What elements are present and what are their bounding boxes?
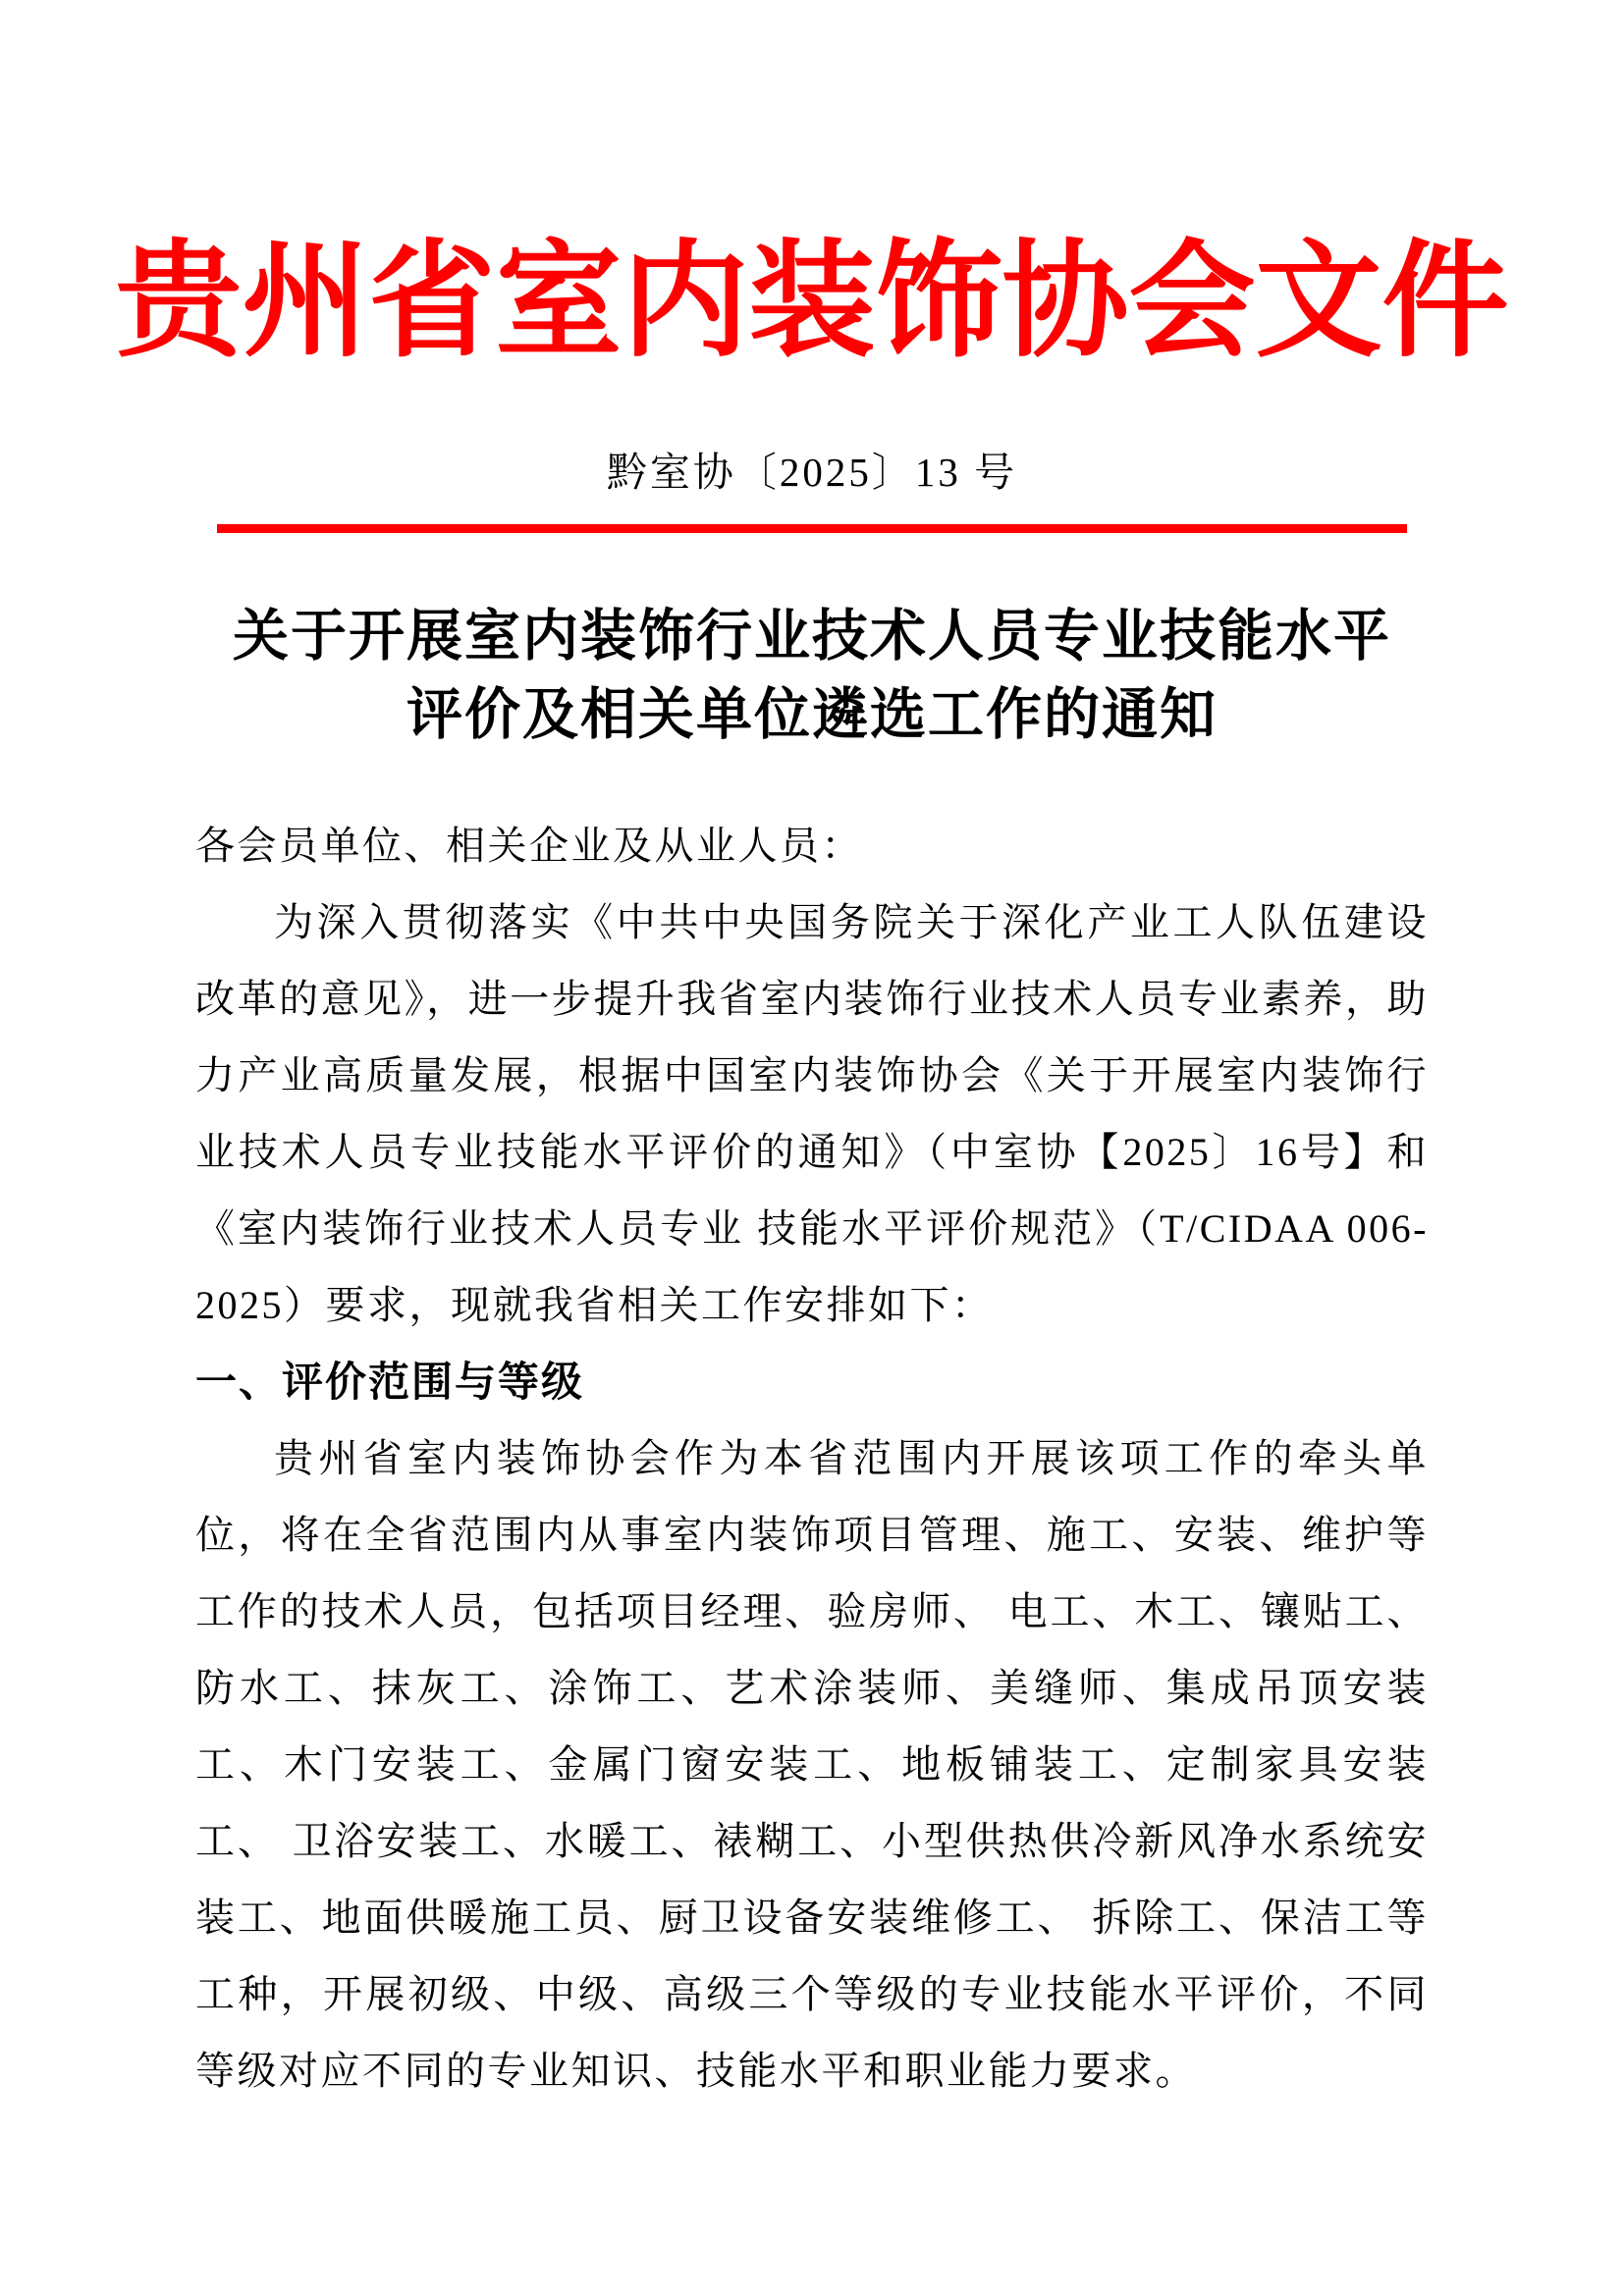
notice-title-line-1: 关于开展室内装饰行业技术人员专业技能水平 (233, 605, 1391, 667)
red-divider-rule (217, 524, 1407, 533)
org-title: 贵州省室内装饰协会文件 (115, 232, 1509, 372)
section-1-paragraph: 贵州省室内装饰协会作为本省范围内开展该项工作的牵头单位，将在全省范围内从事室内装饰项目管理、施工、安装、维护等工作的技术人员，包括项目经理、验房师、 电工、木工、镶贴工、防水工、抹灰工、涂饰工、艺术涂装师、美缝师、集成吊顶安装工、木门安装工、金属门窗安装工、地板铺装工、定制家具安装工、 卫浴安装工、水暖工、裱糊工、小型供热供冷新风净水系统安装工、地面供暖施工员、厨卫设备安装维修工、 拆除工、保洁工等工种，开展初级、中级、高级三个等级的专业技能水平评价，不同等级对应不同的专业知识、技能水平和职业能力要求。 (195, 1435, 1429, 2093)
section-1-heading: 一、评价范围与等级 (195, 1358, 585, 1405)
salutation: 各会员单位、相关企业及从业人员： (195, 823, 863, 868)
notice-title (0, 598, 1624, 755)
doc-number: 黔室协〔2025〕13 号 (606, 450, 1018, 496)
notice-title-line-2: 评价及相关单位遴选工作的通知 (406, 683, 1218, 746)
document-body (195, 808, 1429, 2109)
paragraph-intro: 为深入贯彻落实《中共中央国务院关于深化产业工人队伍建设改革的意见》，进一步提升我省室内装饰行业技术人员专业素养，助力产业高质量发展，根据中国室内装饰协会《关于开展室内装饰行业技术人员专业技能水平评价的通知》（中室协【2025〕16号】和《室内装饰行业技术人员专业 技能水平评价规范》（T/CIDAA 006-2025）要求，现就我省相关工作安排如下： (195, 899, 1429, 1327)
